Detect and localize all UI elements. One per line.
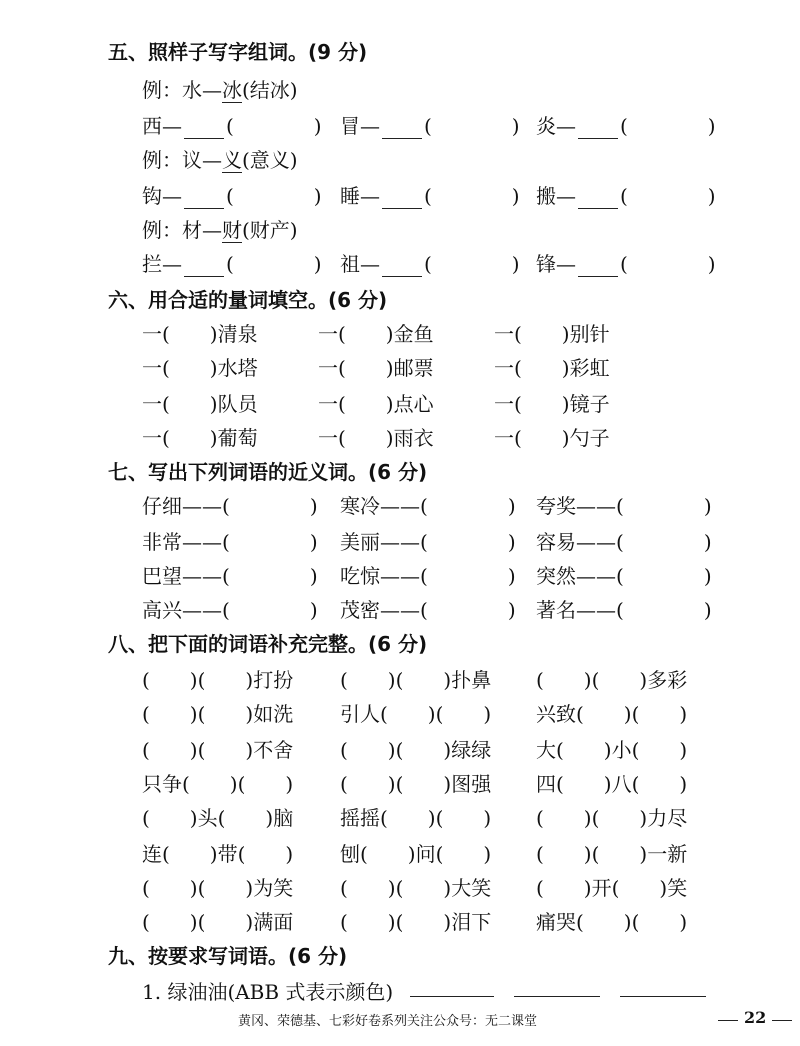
s5-row1-item2[interactable]: 冒— ( ) [340,114,520,138]
s6-r4-c1[interactable]: 一( )葡萄 [142,426,258,450]
section-9-title: 九、按要求写词语。(6 分) [108,944,348,968]
s8-r6-c2[interactable]: 刨( )问( ) [340,842,492,866]
s8-r7-c2[interactable]: ( )( )大笑 [340,876,492,900]
s8-r4-c1[interactable]: 只争( )( ) [142,772,294,796]
s8-r5-c2[interactable]: 摇摇( )( ) [340,806,492,830]
s5-row2-item2[interactable]: 睡— ( ) [340,184,520,208]
example-2: 例：议—义(意义) [142,148,298,172]
s9-item1-label: 1. 绿油油(ABB 式表示颜色) [142,980,394,1004]
s6-r3-c1[interactable]: 一( )队员 [142,392,258,416]
s7-r3-c1[interactable]: 巴望——( ) [142,564,318,588]
s8-r8-c2[interactable]: ( )( )泪下 [340,910,492,934]
s7-r3-c3[interactable]: 突然——( ) [536,564,712,588]
s5-row1-item1[interactable]: 西— ( ) [142,114,322,138]
footer-text: 黄冈、荣德基、七彩好卷系列关注公众号：无二课堂 [238,1014,538,1029]
s6-r1-c2[interactable]: 一( )金鱼 [318,322,434,346]
page-number-divider-right [772,1020,792,1021]
section-5-title: 五、照样子写字组词。(9 分) [108,40,368,64]
example-1-char: 冰 [222,78,242,102]
s8-r2-c3[interactable]: 兴致( )( ) [536,702,688,726]
s5-row1-item3[interactable]: 炎— ( ) [536,114,716,138]
s9-answer-blank-1[interactable] [410,996,494,997]
s8-r2-c2[interactable]: 引人( )( ) [340,702,492,726]
s8-r6-c3[interactable]: ( )( )一新 [536,842,688,866]
s5-row3-item2[interactable]: 祖— ( ) [340,252,520,276]
s8-r6-c1[interactable]: 连( )带( ) [142,842,294,866]
s7-r2-c2[interactable]: 美丽——( ) [340,530,516,554]
s8-r1-c2[interactable]: ( )( )扑鼻 [340,668,492,692]
s7-r1-c3[interactable]: 夸奖——( ) [536,494,712,518]
s5-row3-item1[interactable]: 拦— ( ) [142,252,322,276]
s6-r2-c2[interactable]: 一( )邮票 [318,356,434,380]
example-3-char: 财 [222,218,242,242]
page-number: 22 [744,1008,767,1027]
section-8-title: 八、把下面的词语补充完整。(6 分) [108,632,428,656]
s5-row2-item1[interactable]: 钩— ( ) [142,184,322,208]
example-2-char: 义 [222,148,242,172]
page-number-divider-left [718,1020,738,1021]
s7-r4-c1[interactable]: 高兴——( ) [142,598,318,622]
s8-r3-c1[interactable]: ( )( )不舍 [142,738,294,762]
section-6-title: 六、用合适的量词填空。(6 分) [108,288,388,312]
s8-r3-c2[interactable]: ( )( )绿绿 [340,738,492,762]
s6-r4-c3[interactable]: 一( )勺子 [494,426,610,450]
s7-r2-c1[interactable]: 非常——( ) [142,530,318,554]
s8-r4-c2[interactable]: ( )( )图强 [340,772,492,796]
s8-r7-c3[interactable]: ( )开( )笑 [536,876,688,900]
s8-r5-c3[interactable]: ( )( )力尽 [536,806,688,830]
s8-r4-c3[interactable]: 四( )八( ) [536,772,688,796]
s8-r1-c1[interactable]: ( )( )打扮 [142,668,294,692]
section-7-title: 七、写出下列词语的近义词。(6 分) [108,460,428,484]
s5-row2-item3[interactable]: 搬— ( ) [536,184,716,208]
s8-r7-c1[interactable]: ( )( )为笑 [142,876,294,900]
s8-r5-c1[interactable]: ( )头( )脑 [142,806,294,830]
s7-r1-c2[interactable]: 寒冷——( ) [340,494,516,518]
s8-r8-c1[interactable]: ( )( )满面 [142,910,294,934]
s9-answer-blank-3[interactable] [620,996,706,997]
s9-answer-blank-2[interactable] [514,996,600,997]
s8-r1-c3[interactable]: ( )( )多彩 [536,668,688,692]
s7-r1-c1[interactable]: 仔细——( ) [142,494,318,518]
s8-r2-c1[interactable]: ( )( )如洗 [142,702,294,726]
s8-r8-c3[interactable]: 痛哭( )( ) [536,910,688,934]
s6-r1-c1[interactable]: 一( )清泉 [142,322,258,346]
s7-r2-c3[interactable]: 容易——( ) [536,530,712,554]
example-1: 例：水—冰(结冰) [142,78,298,102]
s8-r3-c3[interactable]: 大( )小( ) [536,738,688,762]
s7-r4-c2[interactable]: 茂密——( ) [340,598,516,622]
example-3: 例：材—财(财产) [142,218,298,242]
s5-row3-item3[interactable]: 锋— ( ) [536,252,716,276]
s6-r2-c1[interactable]: 一( )水塔 [142,356,258,380]
s7-r4-c3[interactable]: 著名——( ) [536,598,712,622]
s6-r4-c2[interactable]: 一( )雨衣 [318,426,434,450]
s7-r3-c2[interactable]: 吃惊——( ) [340,564,516,588]
s6-r3-c2[interactable]: 一( )点心 [318,392,434,416]
s6-r1-c3[interactable]: 一( )别针 [494,322,610,346]
s6-r3-c3[interactable]: 一( )镜子 [494,392,610,416]
s6-r2-c3[interactable]: 一( )彩虹 [494,356,610,380]
